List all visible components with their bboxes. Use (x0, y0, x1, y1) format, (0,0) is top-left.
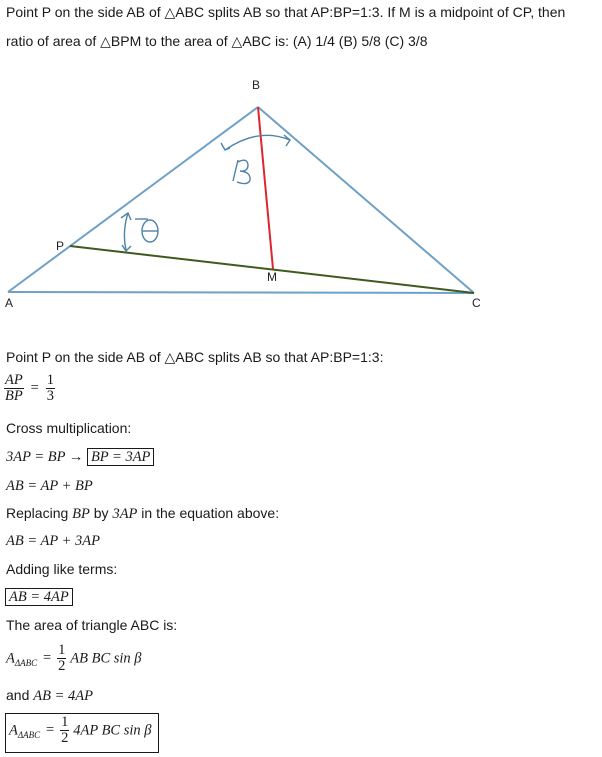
area-formula: $A_{\Delta ABC}$ = $\frac{1}{2}$ AB BC sin β (6, 642, 142, 675)
side-bc (258, 107, 474, 293)
label-c: C (472, 296, 481, 310)
theta-arc-bottom-arrow (122, 245, 131, 251)
replacing-text: Replacing BP by 3AP in the equation above: (6, 505, 280, 522)
beta-symbol (233, 160, 250, 184)
ratio-equation: $\frac{AP}{BP}$ = $\frac{1}{3}$ (5, 372, 54, 405)
side-ac (8, 292, 474, 293)
angle-annotations (121, 135, 290, 251)
theta-arc (124, 213, 128, 250)
substituted-equation: AB = AP + 3AP (6, 533, 100, 549)
question-line-2: ratio of area of △BPM to the area of △ABC is: (A) 1/4 (B) 5/8 (C) 3/8 (6, 33, 428, 49)
area-label: The area of triangle ABC is: (6, 617, 178, 633)
boxed-ab-4ap: AB = 4AP (5, 589, 73, 606)
triangle-figure (0, 0, 602, 330)
beta-arc-right-arrow (284, 135, 290, 146)
boxed-bp-3ap: BP = 3AP (87, 448, 154, 466)
label-p: P (56, 239, 65, 253)
like-terms-label: Adding like terms: (6, 561, 118, 577)
beta-arc (225, 135, 290, 150)
sum-equation: AB = AP + BP (6, 478, 93, 494)
and-statement: and AB = 4AP (6, 687, 93, 704)
label-b: B (252, 78, 261, 92)
final-area-formula: $A_{\Delta ABC}$ = $\frac{1}{2}$ 4AP BC sin β (9, 714, 152, 747)
segment-bm (258, 107, 273, 269)
cross-equation: 3AP = BP → BP = 3AP (6, 449, 154, 466)
restated-problem: Point P on the side AB of △ABC splits AB so that AP:BP=1:3: (6, 349, 384, 365)
label-a: A (5, 296, 14, 310)
label-m: M (267, 270, 277, 284)
cross-multiplication-label: Cross multiplication: (6, 420, 132, 436)
question-line-1: Point P on the side AB of △ABC splits AB so that AP:BP=1:3. If M is a midpoint of CP, then (6, 4, 566, 20)
